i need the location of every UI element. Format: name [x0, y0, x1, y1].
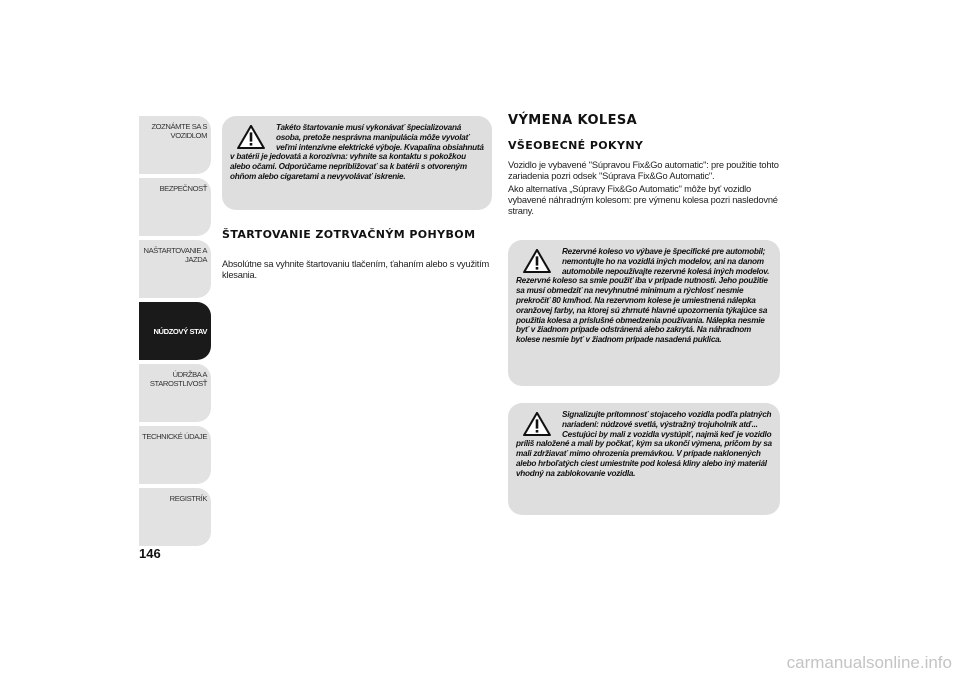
push-start-paragraph: Absolútne sa vyhnite štartovaniu tlačením, ťahaním alebo s využitím klesania. [222, 259, 490, 280]
tab-nastartovanie[interactable]: NAŠTARTOVANIE A JAZDA [139, 240, 211, 298]
page-title: VÝMENA KOLESA [508, 113, 638, 128]
spare-wheel-paragraph: Ako alternatíva „Súpravy Fix&Go Automatic" môže byť vozidlo vybavené náhradným kolesom: pre výmenu kolesa pozri nasledovné strany. [508, 184, 778, 216]
section-subtitle: VŠEOBECNÉ POKYNY [508, 139, 644, 152]
watermark-footer: carmanualsonline.info [786, 653, 952, 672]
warning-triangle-icon [522, 412, 552, 436]
warning-text: Rezervné koleso vo výbave je špecifické pre automobil; nemontujte ho na vozidlá iných modelov, ani na danom automobile nepoužívajte rezervné kolesá iných modelov. Rezervné koleso sa smie použiť iba v prípade nutnosti. Jeho použitie sa musí obmedziť na nevyhnutné minimum a rýchlosť nesmie prekročiť 80 km/hod. Na rezervnom kolese je umiestnená nálepka oranžovej farby, na ktorej sú zhrnuté hlavné upozornenia týkajúce sa použitia kolesa a príslušné obmedzenia používania. Nálepka nesmie byť v žiadnom prípade odstránená alebo zakrytá. Na náhradnom kolese nesmie byť v žiadnom prípade nasadená puklica. [516, 247, 770, 345]
tab-technicke-udaje[interactable]: TECHNICKÉ ÚDAJE [139, 426, 211, 484]
warning-triangle-icon [522, 249, 552, 273]
warning-text: Signalizujte prítomnosť stojaceho vozidla podľa platných nariadení: núdzové svetlá, výstražný trojuholník atď... Cestujúci by mali z vozidla vystúpiť, najmä keď je vozidlo príliš naložené a mali by počkať, kým sa ukončí výmena, pričom by sa mali zdržiavať mimo ohrozenia premávkou. V prípade naklonených alebo hrboľatých ciest umiestnite pod kolesá kliny alebo iný materiál vhodný na zablokovanie vozidla. [516, 410, 772, 478]
warning-box-spare-wheel [508, 240, 780, 386]
section-heading-push-start: ŠTARTOVANIE ZOTRVAČNÝM POHYBOM [222, 228, 476, 241]
warning-triangle-icon [236, 125, 266, 149]
page-number: 146 [139, 546, 161, 561]
tab-bezpecnost[interactable]: BEZPEČNOSŤ [139, 178, 211, 236]
warning-text: Takéto štartovanie musí vykonávať špecializovaná osoba, pretože nesprávna manipulácia môže vyvolať veľmi intenzívne elektrické výboje. Kvapalina obsiahnutá v batérii je jedovatá a korozívna: vyhnite sa kontaktu s pokožkou alebo očami. Odporúčame nepribližovať sa k batérii s otvoreným ohňom alebo cigaretami a nevyvolávať iskrenie. [230, 123, 484, 181]
tab-registrik[interactable]: REGISTRÍK [139, 488, 211, 546]
tab-nudzovy-stav[interactable]: NÚDZOVÝ STAV [139, 302, 211, 360]
fixgo-paragraph: Vozidlo je vybavené "Súpravou Fix&Go automatic": pre použitie tohto zariadenia pozri odsek "Súprava Fix&Go Automatic". [508, 160, 779, 181]
warning-box-starting [222, 116, 492, 210]
chapter-sidebar [139, 116, 211, 546]
tab-udrzba[interactable]: ÚDRŽBA A STAROSTLIVOSŤ [139, 364, 211, 422]
warning-box-stopped-vehicle [508, 403, 780, 515]
tab-zoznamte-sa[interactable]: ZOZNÁMTE SA S VOZIDLOM [139, 116, 211, 174]
